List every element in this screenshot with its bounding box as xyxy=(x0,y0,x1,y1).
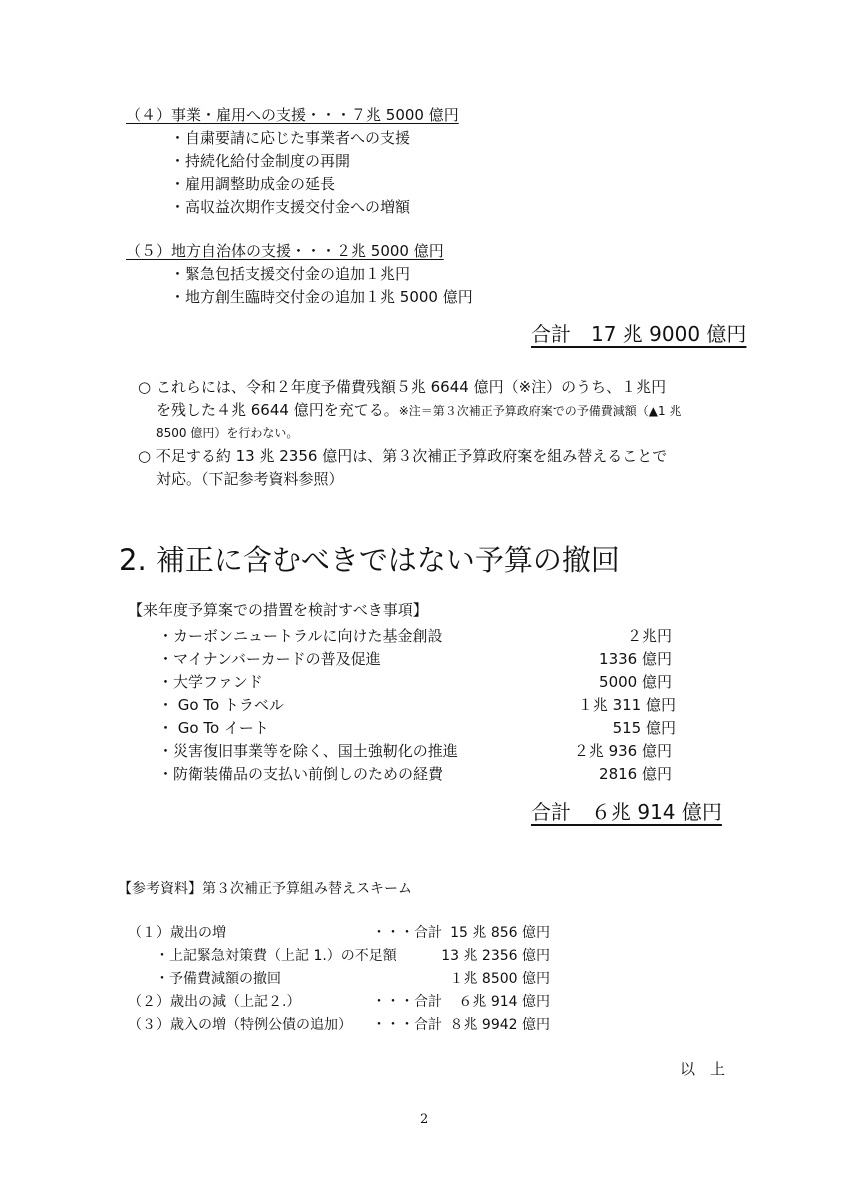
section4-heading: （４）事業・雇用への支援・・・７兆 5000 億円 xyxy=(126,106,459,124)
section2-item-label: ・カーボンニュートラルに向けた基金創設 xyxy=(158,627,443,645)
section2-item-label: ・ Go To トラベル xyxy=(158,696,284,714)
reference-row-label: ・予備費減額の撤回 xyxy=(155,971,281,987)
section2-item-label: ・大学ファンド xyxy=(158,673,263,691)
note-1-line1: ○ これらには、令和２年度予備費残額５兆 6644 億円（※注）のうち、１兆円 xyxy=(138,378,667,396)
note-2-line2: 対応。（下記参考資料参照） xyxy=(156,470,344,488)
reference-title: 【参考資料】第３次補正予算組み替えスキーム xyxy=(118,881,412,897)
section5-item: ・緊急包括支援交付金の追加１兆円 xyxy=(170,265,411,283)
note-1-line2 xyxy=(156,399,681,420)
section2-item-amount: ２兆 936 億円 xyxy=(573,742,672,760)
closing-mark: 以 上 xyxy=(680,1060,726,1078)
section2-item-amount: 1336 億円 xyxy=(599,650,672,668)
reference-row-label: （２）歳出の減（上記２.） xyxy=(128,994,301,1010)
section2-item-amount: １兆 311 億円 xyxy=(577,696,676,714)
reference-row-amount: 15 兆 856 億円 xyxy=(450,925,550,941)
reference-row-dots: ・・・合計 xyxy=(372,994,442,1010)
section2-item-amount: ２兆円 xyxy=(626,627,672,645)
section2-item-label: ・ Go To イート xyxy=(158,719,269,737)
reference-row-label: （１）歳出の増 xyxy=(128,925,226,941)
note-1-line2-main: を残した４兆 6644 億円を充てる。 xyxy=(156,401,399,419)
section2-subheading: 【来年度予算案での措置を検討すべき事項】 xyxy=(128,601,428,619)
section2-item-amount: 515 億円 xyxy=(612,719,676,737)
reference-row-amount: ６兆 914 億円 xyxy=(458,994,550,1010)
section2-item-amount: 5000 億円 xyxy=(599,673,672,691)
section2-item-label: ・マイナンバーカードの普及促進 xyxy=(158,650,381,668)
note-1-footnote: ※注＝第３次補正予算政府案での予備費減額（▲1 兆 xyxy=(398,404,682,418)
section4-item: ・自粛要請に応じた事業者への支援 xyxy=(170,129,411,147)
total-withdrawn: 合計 ６兆 914 億円 xyxy=(531,800,722,824)
reference-row-dots: ・・・合計 xyxy=(372,1017,442,1033)
section2-item-amount: 2816 億円 xyxy=(599,765,672,783)
reference-row-amount: １兆 8500 億円 xyxy=(449,971,550,987)
section4-item: ・持続化給付金制度の再開 xyxy=(170,152,351,170)
note-2-line1: ○ 不足する約 13 兆 2356 億円は、第３次補正予算政府案を組み替えることで xyxy=(138,447,668,465)
section5-heading: （５）地方自治体の支援・・・２兆 5000 億円 xyxy=(126,242,444,260)
reference-row-amount: 13 兆 2356 億円 xyxy=(441,948,550,964)
section4-item: ・高収益次期作支援交付金への増額 xyxy=(170,198,411,216)
page-number: 2 xyxy=(420,1112,429,1127)
reference-row-amount: ８兆 9942 億円 xyxy=(449,1017,550,1033)
total-emergency: 合計 17 兆 9000 億円 xyxy=(531,322,747,346)
section4-item: ・雇用調整助成金の延長 xyxy=(170,175,336,193)
section2-title: 2. 補正に含むべきではない予算の撤回 xyxy=(119,543,620,577)
section2-item-label: ・防衛装備品の支払い前倒しのための経費 xyxy=(158,765,444,783)
reference-row-dots: ・・・合計 xyxy=(372,925,442,941)
reference-row-label: ・上記緊急対策費（上記 1.）の不足額 xyxy=(155,948,397,964)
reference-row-label: （３）歳入の増（特例公債の追加） xyxy=(128,1017,352,1033)
section2-item-label: ・災害復旧事業等を除く、国土強靭化の推進 xyxy=(158,742,458,760)
note-1-footnote-cont: 8500 億円）を行わない。 xyxy=(156,426,299,440)
section5-item: ・地方創生臨時交付金の追加１兆 5000 億円 xyxy=(170,288,473,306)
